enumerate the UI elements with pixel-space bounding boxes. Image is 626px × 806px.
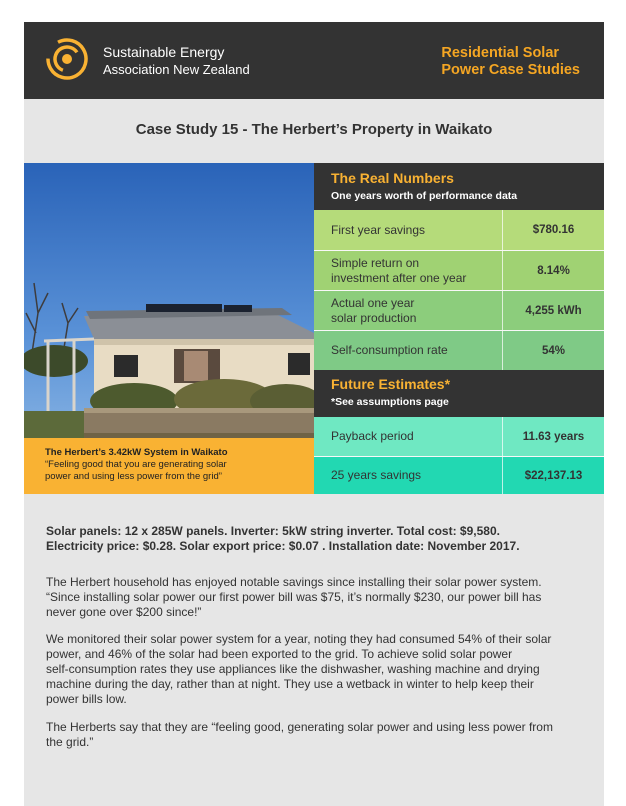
paragraph-line: The Herberts say that they are “feeling good, generating solar power and using less power from	[46, 720, 553, 734]
metric-row	[314, 210, 604, 250]
series-title-line2: Power Case Studies	[441, 62, 580, 78]
paragraph-line: The Herbert household has enjoyed notable savings since installing their solar power system.	[46, 575, 542, 589]
case-study-page	[24, 22, 604, 806]
real-numbers-header	[314, 163, 604, 210]
estimate-value: 11.63 years	[502, 417, 604, 456]
paragraph-line: the grid.”	[46, 735, 94, 749]
paragraph-line: power bills low.	[46, 692, 127, 706]
series-title	[441, 45, 580, 79]
photo-caption	[24, 438, 314, 494]
metric-label: Self-consumption rate	[331, 343, 448, 357]
estimate-row	[314, 457, 604, 494]
real-numbers-title: The Real Numbers	[331, 170, 454, 186]
system-specs	[46, 524, 586, 554]
estimate-label: Payback period	[331, 429, 414, 443]
metric-value: 8.14%	[502, 251, 604, 290]
estimate-row	[314, 417, 604, 456]
specs-line1: Solar panels: 12 x 285W panels. Inverter: 5kW string inverter. Total cost: $9,580.	[46, 524, 500, 538]
series-title-line1: Residential Solar	[441, 45, 560, 61]
metric-label	[314, 251, 502, 290]
org-name-line2: Association New Zealand	[103, 62, 250, 77]
paragraph-1	[46, 575, 586, 620]
paragraph-line: self-consumption rates they use appliances like the dishwasher, washing machine and drying	[46, 662, 540, 676]
paragraph-2	[46, 632, 586, 707]
paragraph-line: never gone over $200 since!”	[46, 605, 202, 619]
metric-value: 54%	[502, 331, 604, 370]
estimate-value: $22,137.13	[502, 457, 604, 494]
page-header	[24, 22, 604, 99]
future-estimates-header	[314, 370, 604, 417]
specs-line2: Electricity price: $0.28. Solar export price: $0.07 . Installation date: November 2017.	[46, 539, 520, 553]
metric-value: 4,255 kWh	[502, 291, 604, 330]
org-name-line1: Sustainable Energy	[103, 44, 225, 60]
metric-label-line1: Simple return on	[331, 255, 420, 270]
caption-quote-line1: “Feeling good that you are generating solar	[45, 459, 227, 470]
paragraph-line: We monitored their solar power system for a year, noting they had consumed 54% of their solar	[46, 632, 552, 646]
metric-row	[314, 291, 604, 330]
sun-swirl-logo-icon	[45, 37, 89, 81]
real-numbers-subtitle: One years worth of performance data	[331, 190, 518, 202]
metric-label	[314, 291, 502, 330]
future-estimates-subtitle: *See assumptions page	[331, 396, 449, 408]
metric-row	[314, 331, 604, 370]
paragraph-line: “Since installing solar power our first power bill was $75, it’s normally $230, our power bill has	[46, 590, 542, 604]
paragraph-3	[46, 720, 586, 750]
caption-title: The Herbert’s 3.42kW System in Waikato	[45, 447, 228, 458]
caption-quote	[45, 459, 304, 483]
metric-label-line2: solar production	[331, 310, 417, 325]
paragraph-line: machine during the day, rather than at night. They use a wetback in winter to help keep their	[46, 677, 534, 691]
paragraph-line: power, and 46% of the solar had been exported to the grid. To achieve solid solar power	[46, 647, 513, 661]
house-photo	[24, 163, 314, 459]
house-illustration	[24, 163, 314, 459]
metric-label: First year savings	[331, 222, 426, 237]
future-estimates-title: Future Estimates*	[331, 376, 451, 392]
case-study-title: Case Study 15 - The Herbert’s Property in Waikato	[135, 121, 493, 138]
metric-row	[314, 251, 604, 290]
caption-quote-line2: power and using less power from the grid”	[45, 471, 222, 482]
metric-label-line2: investment after one year	[331, 270, 467, 285]
estimate-label: 25 years savings	[331, 468, 422, 482]
metric-label-line1: Actual one year	[331, 295, 415, 310]
metric-value: $780.16	[502, 210, 604, 250]
